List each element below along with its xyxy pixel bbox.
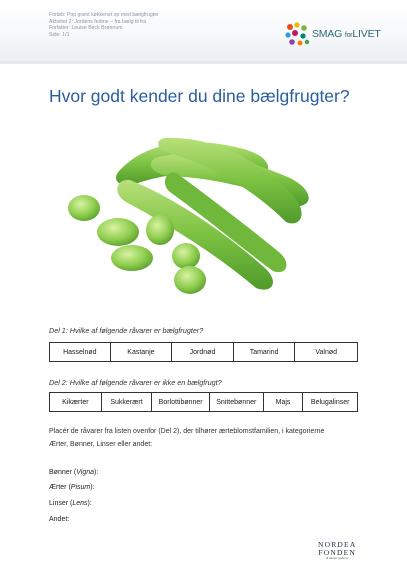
category-andet[interactable]: Andet: <box>49 516 70 523</box>
logo-wordmark <box>312 28 381 40</box>
part2-option[interactable]: Kikærter <box>50 393 102 411</box>
part2-option[interactable]: Borlottibønner <box>152 393 210 411</box>
instruction-line-1: Placér de råvarer fra listen ovenfor (Del 2), der tilhører ærteblomstfamilien, i kategorierne <box>49 428 325 435</box>
document-meta <box>49 12 159 38</box>
part1-option[interactable]: Hasselnød <box>50 343 111 361</box>
category-name: Linser <box>49 500 69 507</box>
category-bonner[interactable]: Bønner (Vigna): <box>49 469 99 476</box>
part2-option[interactable]: Sukkerært <box>102 393 153 411</box>
meta-author: Forfatter: Louise Beck Brønnum <box>49 25 123 32</box>
category-name: Bønner <box>49 469 72 476</box>
nordea-logo-tagline: til almen gode liv <box>326 556 349 560</box>
header-divider <box>0 61 407 64</box>
logo-word-livet: LIVET <box>352 28 381 40</box>
part1-option[interactable]: Valnød <box>315 348 338 356</box>
category-name: Andet <box>49 516 68 523</box>
part2-option[interactable]: Majs <box>264 393 304 411</box>
instruction-text <box>49 427 324 449</box>
instruction-line-2: Ærter, Bønner, Linser eller andet: <box>49 441 153 448</box>
category-aerter[interactable]: Ærter (Pisum): <box>49 484 95 491</box>
category-latin: Lens <box>72 500 88 507</box>
category-linser[interactable]: Linser (Lens): <box>49 500 92 507</box>
part1-table <box>49 342 358 362</box>
logo-word-for: for <box>344 32 353 39</box>
category-latin: Vigna <box>76 469 95 476</box>
nordea-logo-line1: NORDEA <box>318 540 357 549</box>
part1-option[interactable]: Kastanje <box>111 343 173 361</box>
part1-question: Del 1: Hvilke af følgende råvarer er bælgfrugter? <box>49 326 204 335</box>
category-name: Ærter <box>49 484 67 491</box>
nordea-logo-line2: FONDEN <box>318 547 357 557</box>
meta-page: Side: 1/1 <box>49 31 70 38</box>
edamame-beans-image <box>60 118 330 308</box>
category-latin: Pisum <box>70 484 91 491</box>
part1-option[interactable]: Jordnød <box>172 343 234 361</box>
part2-option[interactable]: Belugalinser <box>310 398 350 406</box>
page-title: Hvor godt kender du dine bælgfrugter? <box>49 85 350 106</box>
part2-table <box>49 392 358 412</box>
part2-question: Del 2: Hvilke af følgende råvarer er ikke en bælgfrugt? <box>49 378 222 387</box>
part1-option[interactable]: Tamarind <box>234 343 296 361</box>
meta-course: Forløb: Pop grønt køkkenet op med bælgfrugter <box>49 12 159 18</box>
part2-option[interactable]: Snittebønner <box>210 393 264 411</box>
logo-mark-icon <box>285 22 309 45</box>
logo-word-smag: SMAG <box>312 28 343 40</box>
nordea-fonden-logo <box>318 541 356 560</box>
meta-activity: Aktivitet 2: Jordens fedme – fra bælg til fra <box>49 18 147 25</box>
